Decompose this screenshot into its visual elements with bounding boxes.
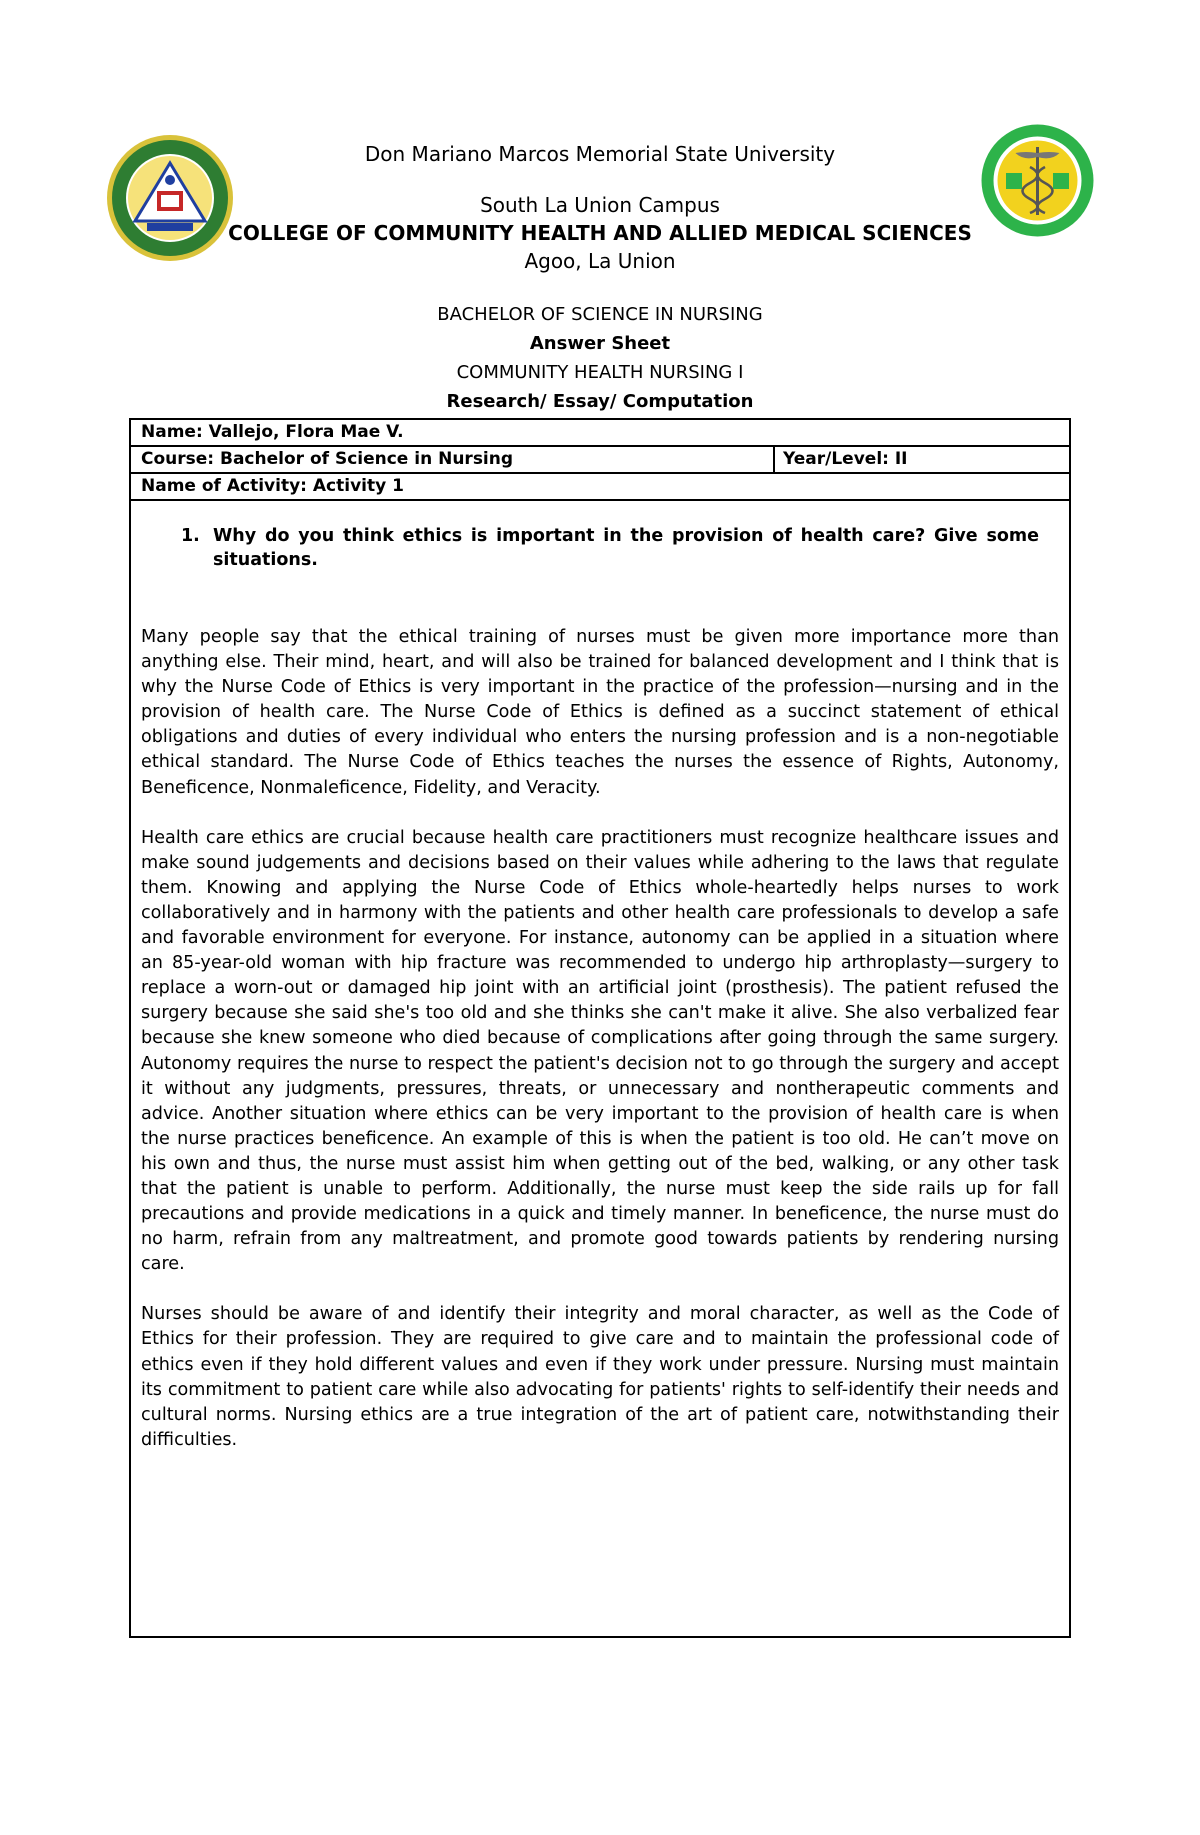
course-field: Course: Bachelor of Science in Nursing bbox=[141, 449, 514, 469]
campus-name: South La Union Campus bbox=[480, 193, 720, 217]
year-level-field: Year/Level: II bbox=[783, 449, 908, 469]
question-text: Why do you think ethics is important in the provision of health care? Give some situations. bbox=[213, 526, 1039, 570]
question-item bbox=[181, 524, 1039, 572]
sheet-title: Answer Sheet bbox=[529, 333, 671, 354]
column-divider bbox=[773, 447, 775, 472]
campus-location: Agoo, La Union bbox=[524, 249, 676, 273]
activity-name-field: Name of Activity: Activity 1 bbox=[131, 474, 1069, 501]
answer-body bbox=[141, 625, 1059, 1478]
question-number: 1. bbox=[181, 526, 200, 546]
course-row bbox=[131, 447, 1069, 474]
program-name: BACHELOR OF SCIENCE IN NURSING bbox=[437, 304, 763, 325]
college-name: COLLEGE OF COMMUNITY HEALTH AND ALLIED MEDICAL SCIENCES bbox=[228, 221, 972, 245]
answer-form bbox=[129, 418, 1071, 1638]
course-title: COMMUNITY HEALTH NURSING I bbox=[456, 362, 744, 383]
university-name: Don Mariano Marcos Memorial State University bbox=[364, 142, 836, 166]
answer-paragraph: Many people say that the ethical training of nurses must be given more importance more than anything else. Their mind, heart, and will also be trained for balanced development and I think that is why the Nurse Code of Ethics is very important in the practice of the profession—nursing and in the provision of health care. The Nurse Code of Ethics is defined as a succinct statement of ethical obligations and duties of every individual who enters the nursing profession and is a non-negotiable ethical standard. The Nurse Code of Ethics teaches the nurses the essence of Rights, Autonomy, Beneficence, Nonmaleficence, Fidelity, and Veracity. bbox=[141, 627, 1059, 798]
activity-type: Research/ Essay/ Computation bbox=[446, 391, 754, 412]
answer-paragraph: Nurses should be aware of and identify their integrity and moral character, as well as the Code of Ethics for their profession. They are required to give care and to maintain the professional code of ethics even if they hold different values and even if they work under pressure. Nursing must maintain its commitment to patient care while also advocating for patients' rights to self-identify their needs and cultural norms. Nursing ethics are a true integration of the art of patient care, notwithstanding their difficulties. bbox=[141, 1304, 1059, 1450]
student-name-field: Name: Vallejo, Flora Mae V. bbox=[131, 420, 1069, 447]
answer-paragraph: Health care ethics are crucial because health care practitioners must recognize healthcare issues and make sound judgements and decisions based on their values while adhering to the laws that regulate them. Knowing and applying the Nurse Code of Ethics whole-heartedly helps nurses to work collaboratively and in harmony with the patients and other health care professionals to develop a safe and favorable environment for everyone. For instance, autonomy can be applied in a situation where an 85-year-old woman with hip fracture was recommended to undergo hip arthroplasty—surgery to replace a worn-out or damaged hip joint with an artificial joint (prosthesis). The patient refused the surgery because she said she's too old and she thinks she can't make it alive. She also verbalized fear because she knew someone who died because of complications after going through the same surgery. Autonomy requires the nurse to respect the patient's decision not to go through the surgery and accept it without any judgments, pressures, threats, or unnecessary and nontherapeutic comments and advice. Another situation where ethics can be very important to the provision of health care is when the nurse practices beneficence. An example of this is when the patient is too old. He can’t move on his own and thus, the nurse must assist him when getting out of the bed, walking, or any other task that the patient is unable to perform. Additionally, the nurse must keep the side rails up for fall precautions and provide medications in a quick and timely manner. In beneficence, the nurse must do no harm, refrain from any maltreatment, and promote good towards patients by rendering nursing care. bbox=[141, 827, 1059, 1275]
